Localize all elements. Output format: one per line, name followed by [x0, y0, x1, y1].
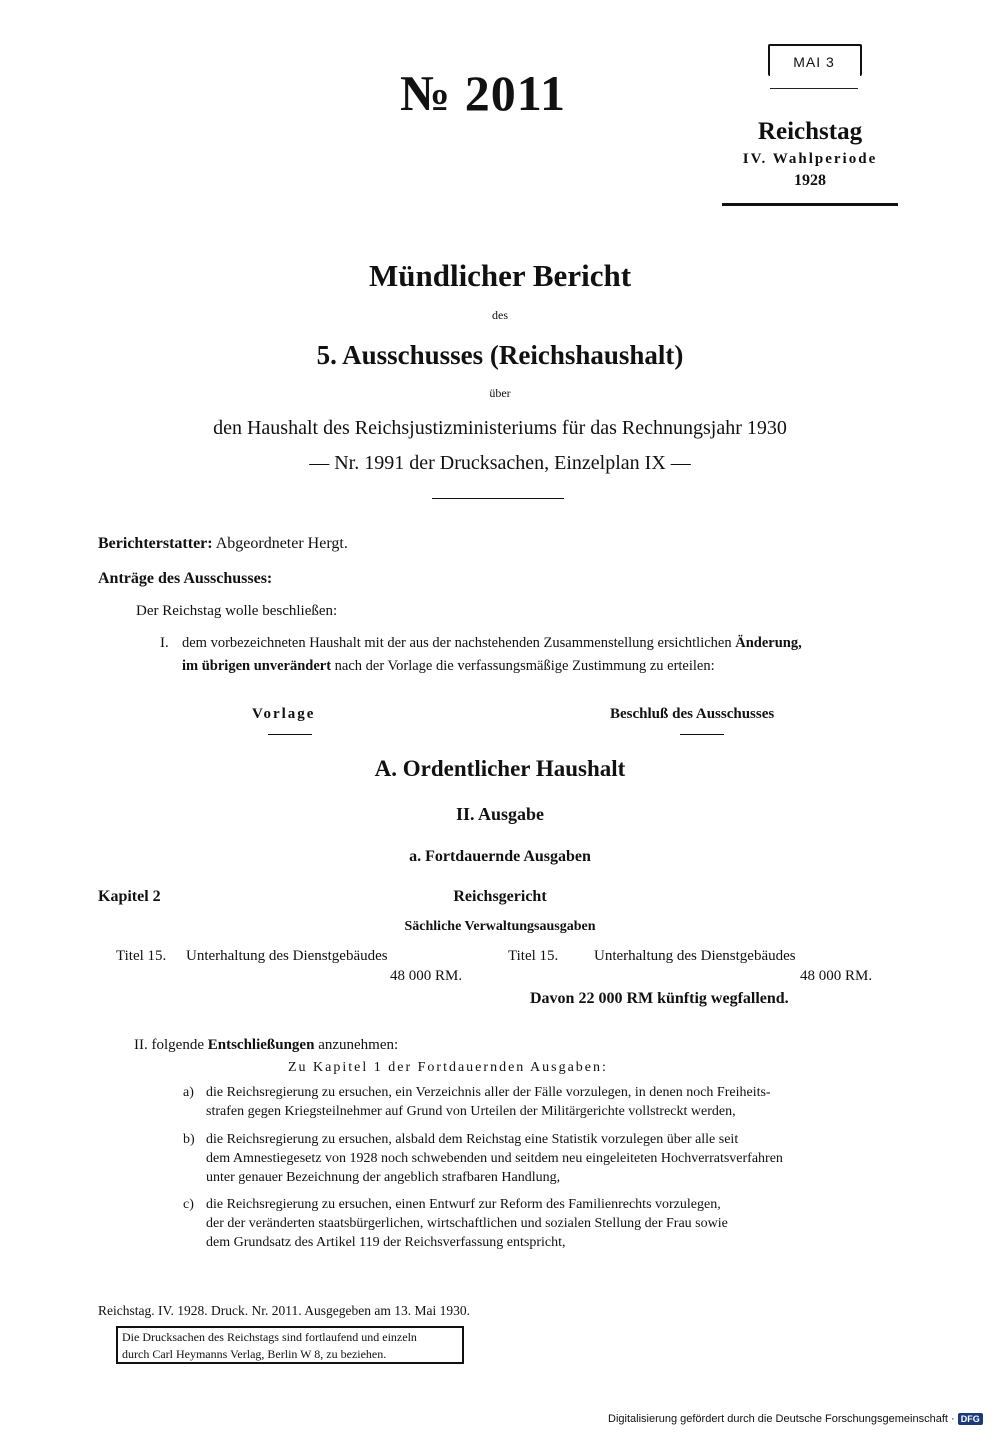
- dfg-logo-icon: DFG: [958, 1413, 983, 1425]
- item-a-label: a): [183, 1085, 194, 1100]
- title-ueber: über: [489, 386, 511, 400]
- reporter-value: Abgeordneter Hergt.: [215, 535, 348, 552]
- reporter-label: Berichterstatter:: [98, 535, 213, 552]
- title-divider: [432, 498, 564, 499]
- point-two-sub: Zu Kapitel 1 der Fortdauernden Ausgaben:: [288, 1060, 608, 1075]
- point-one-number: I.: [160, 635, 169, 651]
- item-a-line2: strafen gegen Kriegsteilnehmer auf Grund von Urteilen der Militärgerichte vollstreckt werden,: [206, 1104, 736, 1119]
- point-two-post: anzunehmen:: [318, 1037, 399, 1053]
- budget-subject: den Haushalt des Reichsjustizministeriums für das Rechnungsjahr 1930: [213, 417, 787, 439]
- point-one-rest: nach der Vorlage die verfassungsmäßige Zustimmung zu erteilen:: [334, 658, 715, 674]
- footer-print-line: Reichstag. IV. 1928. Druck. Nr. 2011. Ausgegeben am 13. Mai 1930.: [98, 1303, 470, 1318]
- reichstag-header-box: [720, 110, 900, 206]
- item-b-line1: die Reichsregierung zu ersuchen, alsbald dem Reichstag eine Statistik vorzulegen über alle seit: [206, 1132, 739, 1147]
- digitization-credit: [608, 1413, 983, 1425]
- document-reference: — Nr. 1991 der Drucksachen, Einzelplan IX —: [309, 452, 691, 474]
- point-two-pre: folgende: [151, 1037, 204, 1053]
- section-ausgabe: II. Ausgabe: [455, 804, 545, 824]
- titel-right-text: Unterhaltung des Dienstgebäudes: [594, 948, 796, 964]
- header-year: 1928: [794, 172, 826, 189]
- point-one-line2: [182, 658, 715, 675]
- footer-distribution-box: [116, 1326, 464, 1364]
- footer-box-line2: durch Carl Heymanns Verlag, Berlin W 8, zu beziehen.: [122, 1347, 387, 1361]
- point-two-resolutions: Entschließungen: [207, 1037, 315, 1053]
- report-title: Mündlicher Bericht: [368, 258, 632, 293]
- item-c-line3: dem Grundsatz des Artikel 119 der Reichsverfassung entspricht,: [206, 1235, 566, 1250]
- titel-left-amount: 48 000 RM.: [390, 968, 463, 984]
- section-ordentlicher-haushalt: A. Ordentlicher Haushalt: [374, 756, 626, 781]
- resolve-line: Der Reichstag wolle beschließen:: [136, 603, 338, 619]
- item-c-line2: der der veränderten staatsbürgerlichen, wirtschaftlichen und sozialen Stellung der Frau sowie: [206, 1216, 728, 1231]
- column-beschluss-rule: [680, 734, 724, 735]
- titel-right-num: Titel 15.: [508, 948, 559, 964]
- date-stamp: [768, 44, 860, 88]
- item-b-label: b): [183, 1132, 195, 1147]
- item-b-line3: unter genauer Bezeichnung der angeblich strafbaren Handlung,: [206, 1170, 561, 1185]
- document-number: № 2011: [400, 65, 566, 121]
- kapitel-label: Kapitel 2: [98, 888, 161, 905]
- column-vorlage-rule: [268, 734, 312, 735]
- stamp-text: MAI 3: [793, 54, 835, 70]
- titel-right-note: Davon 22 000 RM künftig wegfallend.: [530, 990, 789, 1007]
- header-underline: [722, 203, 898, 206]
- point-one-change: Änderung,: [735, 635, 802, 651]
- item-a-line1: die Reichsregierung zu ersuchen, ein Verzeichnis aller der Fälle vorzulegen, in denen noch Freiheits-: [206, 1085, 771, 1100]
- motions-heading: Anträge des Ausschusses:: [98, 570, 273, 587]
- title-des: des: [492, 308, 508, 322]
- item-c-line1: die Reichsregierung zu ersuchen, einen Entwurf zur Reform des Familienrechts vorzulegen,: [206, 1197, 721, 1212]
- header-wahlperiode: IV. Wahlperiode: [742, 151, 878, 167]
- footer-box-line1: Die Drucksachen des Reichstags sind fortlaufend und einzeln: [122, 1330, 417, 1344]
- point-two-number: II.: [134, 1037, 148, 1053]
- stamp-underline: [770, 88, 858, 89]
- titel-right-amount: 48 000 RM.: [800, 968, 873, 984]
- titel-left-text: Unterhaltung des Dienstgebäudes: [186, 948, 388, 964]
- reporter-line: [98, 535, 348, 553]
- column-beschluss: Beschluß des Ausschusses: [610, 706, 775, 722]
- point-one-unchanged: im übrigen unverändert: [182, 658, 332, 674]
- kapitel-name: Reichsgericht: [453, 888, 547, 905]
- committee-title: 5. Ausschusses (Reichshaushalt): [316, 340, 684, 370]
- point-one-line1: [182, 635, 896, 652]
- header-reichstag: Reichstag: [757, 118, 863, 145]
- item-c-label: c): [183, 1197, 194, 1212]
- column-vorlage: Vorlage: [252, 706, 316, 722]
- item-b-line2: dem Amnestiegesetz von 1928 noch schwebenden und seitdem neu eingeleiteten Hochverratsverfahren: [206, 1151, 783, 1166]
- section-fortdauernde: a. Fortdauernde Ausgaben: [409, 848, 591, 865]
- credit-text: Digitalisierung gefördert durch die Deutsche Forschungsgemeinschaft ·: [608, 1413, 955, 1425]
- titel-left-num: Titel 15.: [116, 948, 167, 964]
- subheading-saechliche: Sächliche Verwaltungsausgaben: [404, 919, 596, 934]
- point-one-text: dem vorbezeichneten Haushalt mit der aus der nachstehenden Zusammenstellung ersichtlichen: [182, 635, 732, 651]
- point-two-line: [134, 1037, 398, 1054]
